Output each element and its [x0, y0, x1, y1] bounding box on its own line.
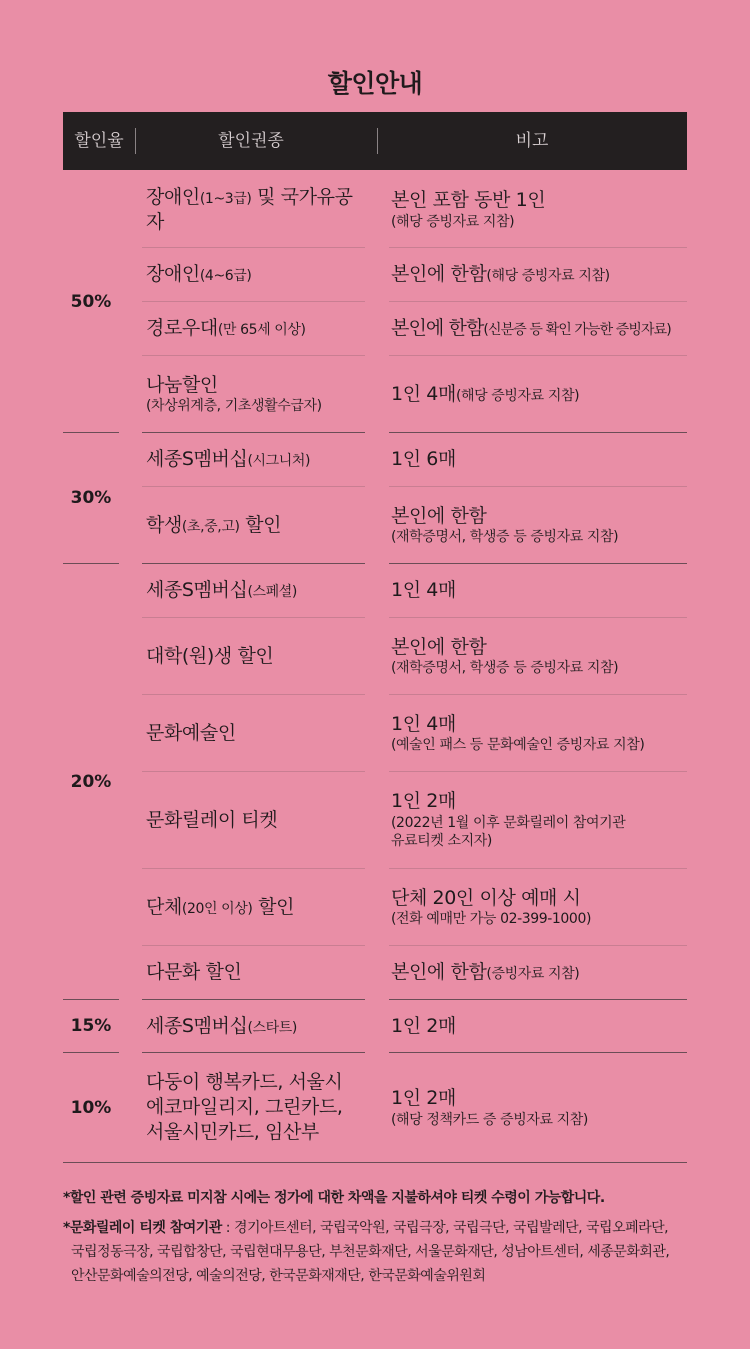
- discount-note: 단체 20인 이상 예매 시 (전화 예매만 가능 02-399-1000): [391, 886, 592, 928]
- table-header: [63, 112, 687, 170]
- discount-note: 1인 4매: [391, 579, 456, 602]
- discount-type: 문화예술인: [146, 721, 236, 744]
- discount-type: 세종S멤버십(스타트): [146, 1014, 297, 1037]
- footnote-institutions: *문화릴레이 티켓 참여기관 : 경기아트센터, 국립국악원, 국립극장, 국립극단, 국립발레단, 국립오페라단, 국립정동극장, 국립합창단, 국립현대무용단, 부천문화재단, 서울문화재단, 성남아트센터, 세종문화회관, 안산문화예술의전당, 예술의전당, 한국문화재재단, 한국문화예술위원회: [63, 1220, 670, 1285]
- discount-type: 문화릴레이 티켓: [146, 808, 278, 831]
- discount-note: 본인에 한함 (재학증명서, 학생증 등 증빙자료 지참): [391, 504, 619, 546]
- rate-divider: [63, 999, 119, 1000]
- discount-note: 1인 2매: [391, 1014, 456, 1037]
- discount-type: 단체(20인 이상) 할인: [146, 895, 295, 918]
- discount-type: 장애인(1~3급) 및 국가유공자: [146, 185, 353, 233]
- rate-50: 50%: [70, 292, 112, 312]
- rate-divider: [63, 1052, 119, 1053]
- rate-20: 20%: [70, 771, 112, 792]
- discount-type: 경로우대(만 65세 이상): [146, 317, 306, 340]
- table-bottom-border: [63, 1162, 687, 1163]
- discount-note: 본인에 한함(해당 증빙자료 지참): [391, 263, 610, 286]
- discount-note: 1인 6매: [391, 448, 456, 471]
- discount-note: 1인 4매 (예술인 패스 등 문화예술인 증빙자료 지참): [391, 712, 645, 754]
- discount-note: 1인 2매 (2022년 1월 이후 문화릴레이 참여기관 유료티켓 소지자): [391, 790, 626, 850]
- discount-type: 나눔할인 (차상위계층, 기초생활수급자): [146, 373, 322, 415]
- discount-type: 장애인(4~6급): [146, 263, 252, 286]
- rate-10: 10%: [70, 1098, 112, 1118]
- rate-15: 15%: [70, 1016, 112, 1036]
- rate-30: 30%: [70, 488, 112, 508]
- discount-type: 다문화 할인: [146, 961, 242, 984]
- discount-note: 본인에 한함(신분증 등 확인 가능한 증빙자료): [391, 317, 671, 340]
- discount-type: 세종S멤버십(스페셜): [146, 579, 297, 602]
- page-title: 할인안내: [327, 69, 423, 98]
- discount-type: 학생(초,중,고) 할인: [146, 513, 282, 536]
- rate-divider: [63, 432, 119, 433]
- discount-note: 본인에 한함 (재학증명서, 학생증 등 증빙자료 지참): [391, 635, 619, 677]
- header-rate: 할인율: [74, 131, 124, 151]
- discount-note: 본인에 한함(증빙자료 지참): [391, 961, 580, 984]
- discount-note: 1인 4매(해당 증빙자료 지참): [391, 382, 580, 405]
- discount-note: 1인 2매 (해당 정책카드 증 증빙자료 지참): [391, 1087, 588, 1128]
- discount-type: 세종S멤버십(시그니처): [146, 448, 311, 471]
- footnote: *할인 관련 증빙자료 미지참 시에는 정가에 대한 차액을 지불하셔야 티켓 수령이 가능합니다.: [63, 1190, 605, 1206]
- header-note: 비고: [515, 131, 549, 151]
- discount-type: 다둥이 행복카드, 서울시 에코마일리지, 그린카드, 서울시민카드, 임산부: [146, 1071, 343, 1143]
- discount-type: 대학(원)생 할인: [146, 644, 274, 667]
- header-type: 할인권종: [218, 131, 284, 151]
- discount-note: 본인 포함 동반 1인 (해당 증빙자료 지참): [391, 189, 546, 230]
- rate-divider: [63, 563, 119, 564]
